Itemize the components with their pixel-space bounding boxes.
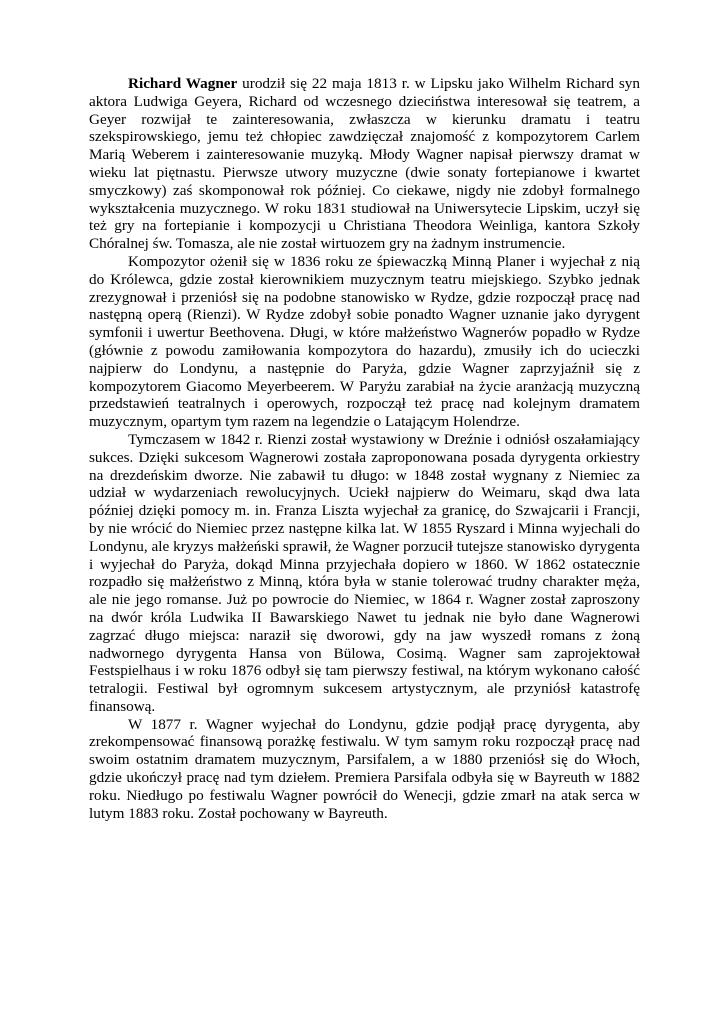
paragraph-early-life (89, 75, 640, 253)
subject-name: Richard Wagner (128, 75, 238, 92)
paragraph-dresden-exile-bayreuth (89, 431, 640, 716)
paragraph-text: Kompozytor ożenił się w 1836 roku ze śpiewaczką Minną Planer i wyjechał z nią do Królewca, gdzie został kierownikiem muzycznym teatru miejskiego. Szybko jednak zrezygnował i przeniósł się na podobne stanowisko w Rydze, gdzie rozpoczął pracę nad następną operą (Rienzi). W Rydze zdobył sobie ponadto Wagner uznanie jako dyrygent symfonii i uwertur Beethovena. Długi, w które małżeństwo Wagnerów popadło w Rydze (głównie z powodu zamiłowania kompozytora do hazardu), zmusiły ich do ucieczki najpierw do Londynu, a następnie do Paryża, gdzie Wagner zaprzyjaźnił się z kompozytorem Giacomo Meyerbeerem. W Paryżu zarabiał na życie aranżacją muzyczną przedstawień teatralnych i operowych, rozpoczął też pracę nad kolejnym dramatem muzycznym, opartym tym razem na legendzie o Latającym Holendrze. (89, 252, 640, 431)
paragraph-text: Tymczasem w 1842 r. Rienzi został wystawiony w Dreźnie i odniósł oszałamiający sukces. Dzięki sukcesom Wagnerowi została zaproponowana posada dyrygenta orkiestry na drezdeńskim dworze. Nie zabawił tu długo: w 1848 został wygnany z Niemiec za udział w wydarzeniach rewolucyjnych. Uciekł najpierw do Weimaru, skąd dwa lata później dzięki pomocy m. in. Franza Liszta wyjechał za granicę, do Szwajcarii i Francji, by nie wrócić do Niemiec przez następne kilka lat. W 1855 Ryszard i Minna wyjechali do Londynu, ale kryzys małżeński sprawił, że Wagner porzucił tutejsze stanowisko dyrygenta i wyjechał do Paryża, dokąd Minna przyjechała dopiero w 1860. W 1862 ostatecznie rozpadło się małżeństwo z Minną, która była w stanie tolerować trudny charakter męża, ale nie jego romanse. Już po powrocie do Niemiec, w 1864 r. Wagner został zaproszony na dwór króla Ludwika II Bawarskiego Nawet tu jednak nie było dane Wagnerowi zagrzać długo miejsca: naraził się dworowi, gdy na jaw wyszedł romans z żoną nadwornego dyrygenta Hansa von Bülowa, Cosimą. Wagner sam zaprojektował Festspielhaus i w roku 1876 odbył się tam pierwszy festiwal, na którym wykonano całość tetralogii. Festiwal był ogromnym sukcesem artystycznym, ale przyniósł katastrofę finansową. (89, 430, 640, 715)
paragraph-marriage-riga-paris (89, 253, 640, 431)
paragraph-text: W 1877 r. Wagner wyjechał do Londynu, gdzie podjął pracę dyrygenta, aby zrekompensować finansową porażkę festiwalu. W tym samym roku rozpoczął pracę nad swoim ostatnim dramatem muzycznym, Parsifalem, a w 1880 przeniósł się do Włoch, gdzie ukończył pracę nad tym dziełem. Premiera Parsifala odbyła się w Bayreuth w 1882 roku. Niedługo po festiwalu Wagner powrócił do Wenecji, gdzie zmarł na atak serca w lutym 1883 roku. Został pochowany w Bayreuth. (89, 715, 640, 822)
document-page (89, 75, 640, 822)
paragraph-text: urodził się 22 maja 1813 r. w Lipsku jako Wilhelm Richard syn aktora Ludwiga Geyera, Richard od wczesnego dzieciństwa interesował się teatrem, a Geyer rozwijał te zainteresowania, zwłaszcza w kierunku dramatu i teatru szekspirowskiego, jemu też chłopiec zawdzięczał znajomość z kompozytorem Carlem Marią Weberem i zainteresowanie muzyką. Młody Wagner napisał pierwszy dramat w wieku lat piętnastu. Pierwsze utwory muzyczne (dwie sonaty fortepianowe i kwartet smyczkowy) zaś skomponował rok później. Co ciekawe, nigdy nie zdobył formalnego wykształcenia muzycznego. W roku 1831 studiował na Uniwersytecie Lipskim, uczył się też gry na fortepianie i kompozycji u Christiana Theodora Weinliga, kantora Szkoły Chóralnej św. Tomasza, ale nie został wirtuozem gry na żadnym instrumencie. (89, 75, 640, 253)
paragraph-final-years (89, 716, 640, 823)
